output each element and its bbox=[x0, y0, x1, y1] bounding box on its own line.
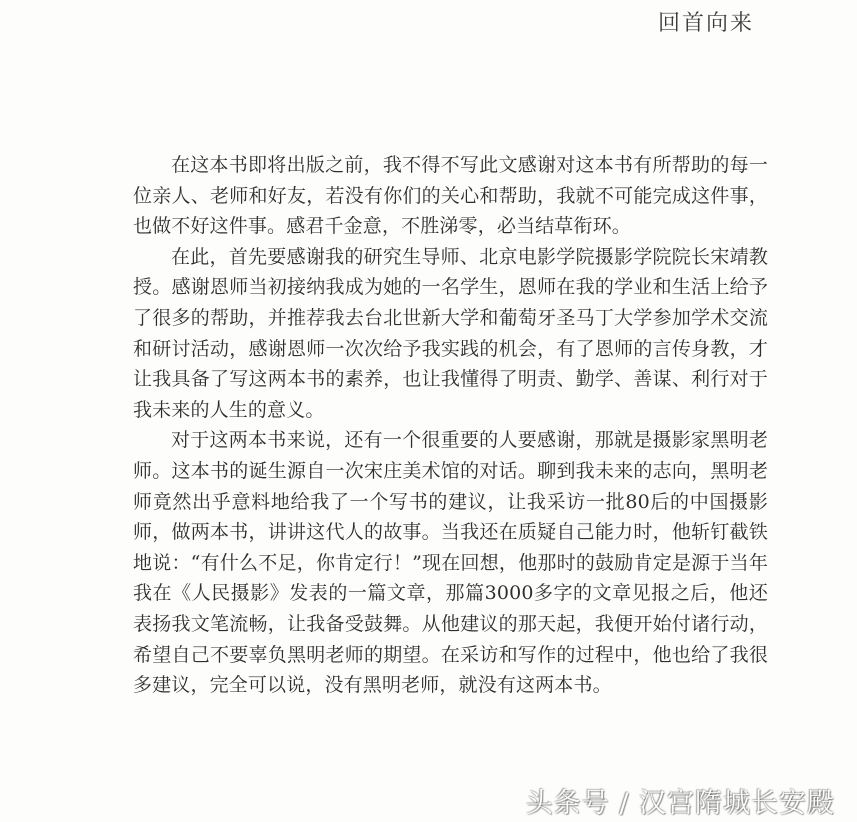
chapter-title: 回首向来 bbox=[657, 11, 754, 36]
watermark bbox=[526, 781, 835, 820]
watermark-text: 头条号 / 汉宫隋城长安殿 bbox=[525, 788, 835, 819]
paragraph-3: 对于这两本书来说，还有一个很重要的人要感谢，那就是摄影家黑明老师。这本书的诞生源自一次宋庄美术馆的对话。聊到我未来的志向，黑明老师竟然出乎意料地给我了一个写书的建议，让我采访一批80后的中国摄影师，做两本书，讲讲这代人的故事。当我还在质疑自己能力时，他斩钉截铁地说：“有什么不足，你肯定行！”现在回想，他那时的鼓励肯定是源于当年我在《人民摄影》发表的一篇文章，那篇3000多字的文章见报之后，他还表扬我文笔流畅，让我备受鼓舞。从他建议的那天起，我便开始付诸行动，希望自己不要辜负黑明老师的期望。在采访和写作的过程中，他也给了我很多建议，完全可以说，没有黑明老师，就没有这两本书。 bbox=[133, 429, 768, 697]
paragraph-1: 在这本书即将出版之前，我不得不写此文感谢对这本书有所帮助的每一位亲人、老师和好友，若没有你们的关心和帮助，我就不可能完成这件事，也做不好这件事。感君千金意，不胜涕零，必当结草衔环。 bbox=[133, 154, 768, 238]
paragraph-2: 在此，首先要感谢我的研究生导师、北京电影学院摄影学院院长宋靖教授。感谢恩师当初接纳我成为她的一名学生，恩师在我的学业和生活上给予了很多的帮助，并推荐我去台北世新大学和葡萄牙圣马丁大学参加学术交流和研讨活动，感谢恩师一次次给予我实践的机会，有了恩师的言传身教，才让我具备了写这两本书的素养，也让我懂得了明责、勤学、善谋、利行对于我未来的人生的意义。 bbox=[133, 245, 768, 421]
body-text bbox=[133, 150, 768, 701]
